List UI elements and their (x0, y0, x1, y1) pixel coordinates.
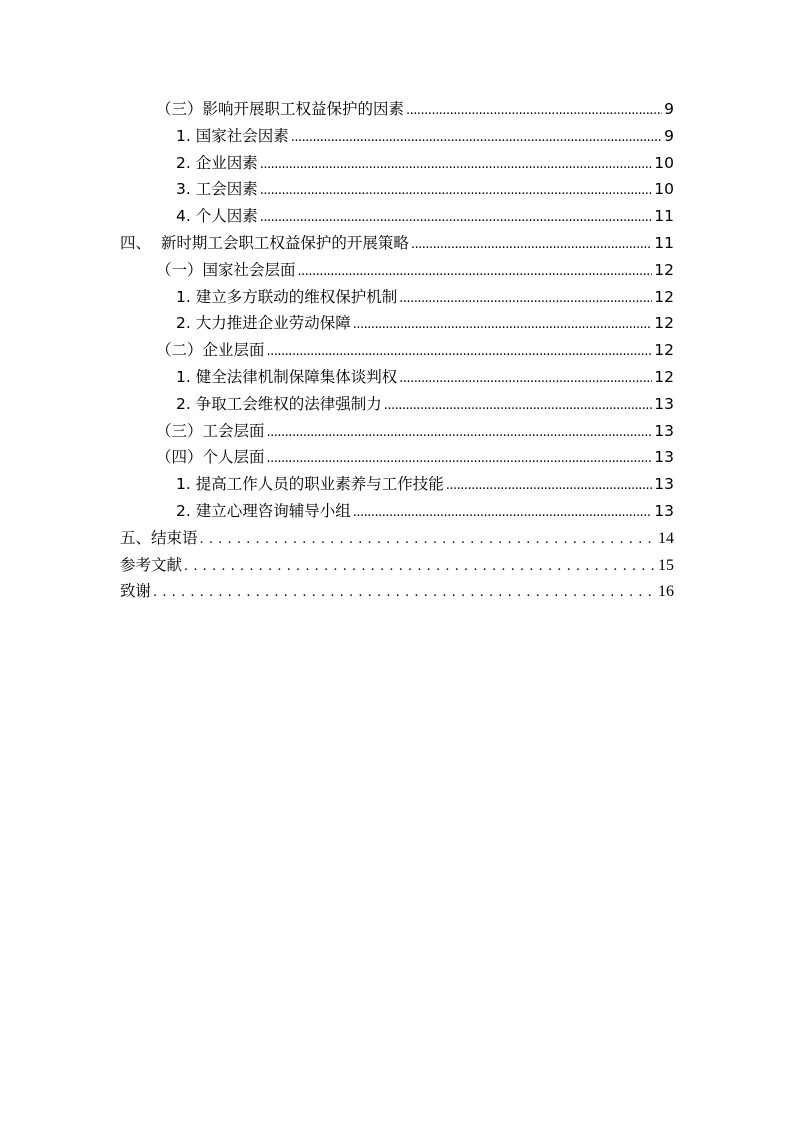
toc-leader-dots (353, 317, 653, 332)
toc-entry-label: 1. 健全法律机制保障集体谈判权 (176, 367, 398, 386)
toc-page-number: 11 (654, 233, 674, 252)
toc-entry-label: 2. 大力推进企业劳动保障 (176, 314, 351, 333)
toc-entry-label: （三）影响开展职工权益保护的因素 (156, 100, 405, 118)
toc-leader-dots (267, 425, 653, 440)
toc-entry[interactable] (120, 419, 674, 446)
toc-page-number: 12 (654, 367, 674, 386)
toc-entry-label: （一）国家社会层面 (156, 260, 296, 279)
toc-entry-label: 2. 建立心理咨询辅导小组 (176, 501, 351, 520)
toc-entry[interactable] (120, 553, 674, 580)
toc-entry[interactable] (120, 499, 674, 526)
toc-entry-label: （二）企业层面 (156, 341, 265, 360)
toc-leader-dots (260, 183, 653, 198)
toc-entry[interactable] (120, 231, 674, 258)
toc-page-number: 10 (654, 153, 674, 172)
toc-page-number: 12 (654, 260, 674, 279)
toc-page-number: 12 (654, 287, 674, 306)
toc-entry[interactable] (120, 338, 674, 365)
toc-entry[interactable] (120, 151, 674, 178)
toc-page-number: 9 (664, 126, 674, 145)
toc-leader-dots (399, 371, 652, 386)
toc-entry-label: 2. 争取工会维权的法律强制力 (176, 394, 382, 413)
toc-entry-label: 参考文献 (120, 555, 183, 574)
toc-entry-label: （三）工会层面 (156, 421, 265, 440)
toc-entry[interactable] (120, 526, 674, 553)
toc-leader-dots (411, 237, 652, 252)
toc-entry[interactable] (120, 365, 674, 392)
toc-entry[interactable] (120, 204, 674, 231)
toc-leader-dots (267, 344, 653, 359)
toc-entry-label: 2. 企业因素 (176, 153, 258, 172)
toc-leader-dots (298, 264, 653, 279)
table-of-contents (120, 97, 674, 606)
toc-entry[interactable] (120, 445, 674, 472)
toc-leader-dots (153, 585, 656, 600)
toc-entry[interactable] (120, 124, 674, 151)
toc-page-number: 12 (654, 314, 674, 333)
toc-entry-label: 四、 新时期工会职工权益保护的开展策略 (120, 233, 409, 252)
toc-leader-dots (353, 505, 653, 520)
toc-leader-dots (200, 532, 656, 547)
toc-leader-dots (260, 210, 653, 225)
toc-entry[interactable] (120, 97, 674, 124)
toc-leader-dots (291, 130, 662, 145)
toc-entry-label: 1. 提高工作人员的职业素养与工作技能 (176, 475, 444, 494)
toc-entry-label: 4. 个人因素 (176, 207, 258, 226)
toc-entry[interactable] (120, 311, 674, 338)
toc-page-number: 13 (654, 448, 674, 467)
toc-page-number: 16 (658, 583, 674, 601)
toc-page-number: 13 (654, 394, 674, 413)
toc-entry[interactable] (120, 392, 674, 419)
toc-page-number: 14 (658, 529, 674, 547)
toc-entry-label: 3. 工会因素 (176, 180, 258, 199)
toc-leader-dots (184, 559, 656, 574)
toc-leader-dots (399, 291, 652, 306)
toc-entry[interactable] (120, 472, 674, 499)
toc-leader-dots (267, 451, 653, 466)
toc-entry-label: 致谢 (120, 582, 152, 601)
toc-entry[interactable] (120, 258, 674, 285)
toc-page-number: 13 (654, 501, 674, 520)
toc-page-number: 9 (664, 100, 674, 118)
toc-page-number: 10 (654, 180, 674, 199)
toc-entry-label: （四）个人层面 (156, 448, 265, 467)
toc-entry-label: 1. 国家社会因素 (176, 126, 289, 145)
toc-entry-label: 1. 建立多方联动的维权保护机制 (176, 287, 398, 306)
toc-page-number: 13 (654, 475, 674, 494)
toc-entry[interactable] (120, 177, 674, 204)
toc-leader-dots (446, 478, 653, 493)
toc-page-number: 11 (654, 207, 674, 226)
toc-entry-label: 五、结束语 (120, 528, 198, 547)
toc-page-number: 12 (654, 341, 674, 360)
toc-leader-dots (384, 398, 653, 413)
toc-leader-dots (260, 157, 653, 172)
toc-entry[interactable] (120, 285, 674, 312)
toc-page-number: 13 (654, 421, 674, 440)
toc-entry[interactable] (120, 579, 674, 606)
toc-page-number: 15 (658, 556, 674, 574)
toc-leader-dots (406, 103, 662, 118)
